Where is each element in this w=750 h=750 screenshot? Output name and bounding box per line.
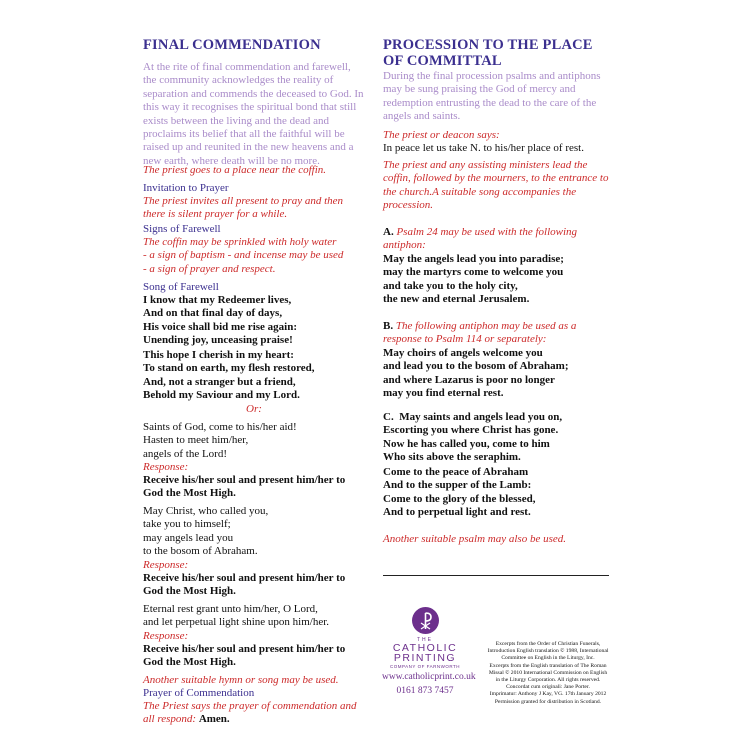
procession-title: PROCESSION TO THE PLACE OF COMMITTAL — [383, 37, 593, 69]
amen: Amen. — [198, 713, 230, 726]
copyright-line: Excerpts from the English translation of The Roman — [489, 662, 607, 669]
website-link[interactable]: www.catholicprint.co.uk — [382, 672, 476, 682]
option-c-label: C. — [383, 411, 394, 423]
antiphon-line: and where Lazarus is poor no longer — [383, 373, 555, 386]
eternal-verse — [143, 603, 373, 630]
verse-line: Eternal rest grant unto him/her, O Lord, — [143, 603, 318, 615]
logo-subtitle: COMPANY OF FARNWORTH — [389, 664, 460, 669]
copyright-notice — [477, 641, 619, 706]
another-psalm-rubric: Another suitable psalm may also be used. — [383, 533, 567, 545]
priest-goes-rubric: The priest goes to a place near the coffin. — [143, 164, 326, 176]
antiphon-line: and lead you to the bosom of Abraham; — [383, 360, 569, 373]
saints-verse — [143, 421, 297, 461]
copyright-line: Committee on English in the Liturgy, Inc. — [501, 655, 595, 662]
copyright-line: Imprimatur: Anthony J Kay, VG. 17th January 2012 — [489, 691, 607, 698]
christ-verse — [143, 505, 268, 559]
invitation-rubric: The priest invites all present to pray and then there is silent prayer for a while. — [143, 195, 344, 221]
song-heading: Song of Farewell — [143, 281, 219, 293]
verse-line: angels of the Lord! — [143, 447, 227, 460]
song-stanza-2 — [143, 349, 315, 403]
prayer-rubric: The Priest says the prayer of commendation and all respond: — [143, 700, 357, 726]
or-label: Or: — [246, 403, 262, 415]
response-label: Response: — [143, 559, 189, 571]
phone-number: 0161 873 7457 — [396, 686, 454, 696]
response-label: Response: — [143, 630, 189, 642]
option-a-intro — [383, 226, 609, 253]
option-a-rubric: Psalm 24 may be used with the following antiphon: — [383, 226, 578, 252]
copyright-line: Concordat cum originali: Jane Porter. — [506, 684, 590, 691]
antiphon-line: may you find eternal rest. — [383, 387, 504, 400]
final-commendation-title: FINAL COMMENDATION — [143, 37, 321, 53]
copyright-line: in the Liturgy Corporation. All rights reserved. — [495, 677, 601, 684]
song-line: I know that my Redeemer lives, — [143, 294, 292, 306]
antiphon-line: may the martyrs come to welcome you — [383, 266, 564, 279]
logo-printing: PRINTING — [393, 652, 457, 664]
antiphon-line: May choirs of angels welcome you — [383, 347, 543, 359]
priest-says-rubric: The priest or deacon says: — [383, 129, 500, 141]
option-b-antiphon — [383, 347, 569, 401]
response-text: Receive his/her soul and present him/her to God the Most High. — [143, 643, 346, 669]
song-line: His voice shall bid me rise again: — [143, 320, 297, 333]
option-a-label: A. — [383, 226, 394, 238]
option-c-hymn-1 — [383, 411, 562, 465]
hymn-line: Escorting you where Christ has gone. — [383, 424, 559, 437]
antiphon-line: the new and eternal Jerusalem. — [383, 293, 530, 306]
another-hymn-rubric: Another suitable hymn or song may be used. — [143, 674, 339, 686]
verse-line: to the bosom of Abraham. — [143, 545, 258, 558]
copyright-line: Excerpts from the Order of Christian Funerals, — [495, 641, 601, 647]
signs-line: - a sign of prayer and respect. — [143, 262, 276, 275]
response-text: Receive his/her soul and present him/her to God the Most High. — [143, 474, 346, 500]
hymn-line: And to perpetual light and rest. — [383, 506, 531, 519]
song-line: Unending joy, unceasing praise! — [143, 334, 293, 347]
final-commendation-intro: At the rite of final commendation and farewell, the community acknowledges the reality of separation and commends the deceased to God. In this way it recognises the spiritual bond that still exists between the living and the dead and proclaims its belief that all the faithful will be raised up and reunited in the new heavens and a new earth, where death will be no more. — [143, 61, 364, 167]
verse-line: take you to himself; — [143, 518, 231, 531]
chi-rho-icon — [412, 607, 439, 634]
response-label: Response: — [143, 461, 189, 473]
option-b-rubric: The following antiphon may be used as a response to Psalm 114 or separately: — [383, 320, 577, 346]
verse-line: Saints of God, come to his/her aid! — [143, 421, 297, 433]
hymn-line: Come to the peace of Abraham — [383, 466, 529, 478]
song-line: This hope I cherish in my heart: — [143, 349, 294, 361]
option-b-label: B. — [383, 320, 394, 332]
verse-line: and let perpetual light shine upon him/her. — [143, 616, 330, 629]
hymn-line: Now he has called you, come to him — [383, 437, 550, 450]
procession-rubric: The priest and any assisting ministers lead the coffin, followed by the mourners, to the entrance to the church.A suitable song accompanies the procession. — [383, 159, 609, 212]
hymn-line: Who sits above the seraphim. — [383, 451, 521, 464]
hymn-line: C. May saints and angels lead you on, — [383, 411, 563, 423]
antiphon-line: and take you to the holy city, — [383, 279, 518, 292]
copyright-line: Introduction English translation © 1988, International — [487, 648, 609, 655]
procession-intro: During the final procession psalms and antiphons may be sung praising the God of mercy and redemption entrusting the dead to the care of the angels and saints. — [383, 70, 601, 123]
copyright-line: Missal © 2010 International Commission on English — [488, 669, 608, 676]
prayer-heading: Prayer of Commendation — [143, 687, 255, 699]
signs-line: - a sign of baptism - and incense may be used — [143, 249, 344, 262]
verse-line: may angels lead you — [143, 531, 234, 544]
option-b-intro — [383, 320, 609, 347]
option-a-antiphon — [383, 253, 564, 307]
hymn-line: Come to the glory of the blessed, — [383, 492, 536, 505]
verse-line: May Christ, who called you, — [143, 505, 269, 517]
signs-rubric — [143, 236, 369, 276]
logo-catholic: CATHOLIC — [392, 642, 458, 654]
invitation-heading: Invitation to Prayer — [143, 182, 229, 194]
copyright-line: Permission granted for distribution in Scotland. — [494, 698, 602, 705]
song-line: To stand on earth, my flesh restored, — [143, 362, 315, 375]
song-line: And, not a stranger but a friend, — [143, 375, 296, 388]
option-c-hymn-2 — [383, 466, 535, 520]
song-line: Behold my Saviour and my Lord. — [143, 389, 300, 402]
response-text: Receive his/her soul and present him/her to God the Most High. — [143, 572, 346, 598]
antiphon-line: May the angels lead you into paradise; — [383, 253, 564, 265]
signs-line: The coffin may be sprinkled with holy water — [143, 236, 337, 248]
footer-divider — [383, 575, 609, 576]
prayer-commendation — [143, 700, 369, 727]
in-peace-text: In peace let us take N. to his/her place of rest. — [383, 142, 584, 154]
song-stanza-1 — [143, 294, 297, 348]
song-line: And on that final day of days, — [143, 307, 283, 320]
verse-line: Hasten to meet him/her, — [143, 434, 249, 447]
hymn-line: And to the supper of the Lamb: — [383, 479, 532, 492]
catholic-printing-logo — [382, 607, 476, 697]
signs-heading: Signs of Farewell — [143, 223, 221, 235]
logo-the: THE — [417, 637, 433, 643]
